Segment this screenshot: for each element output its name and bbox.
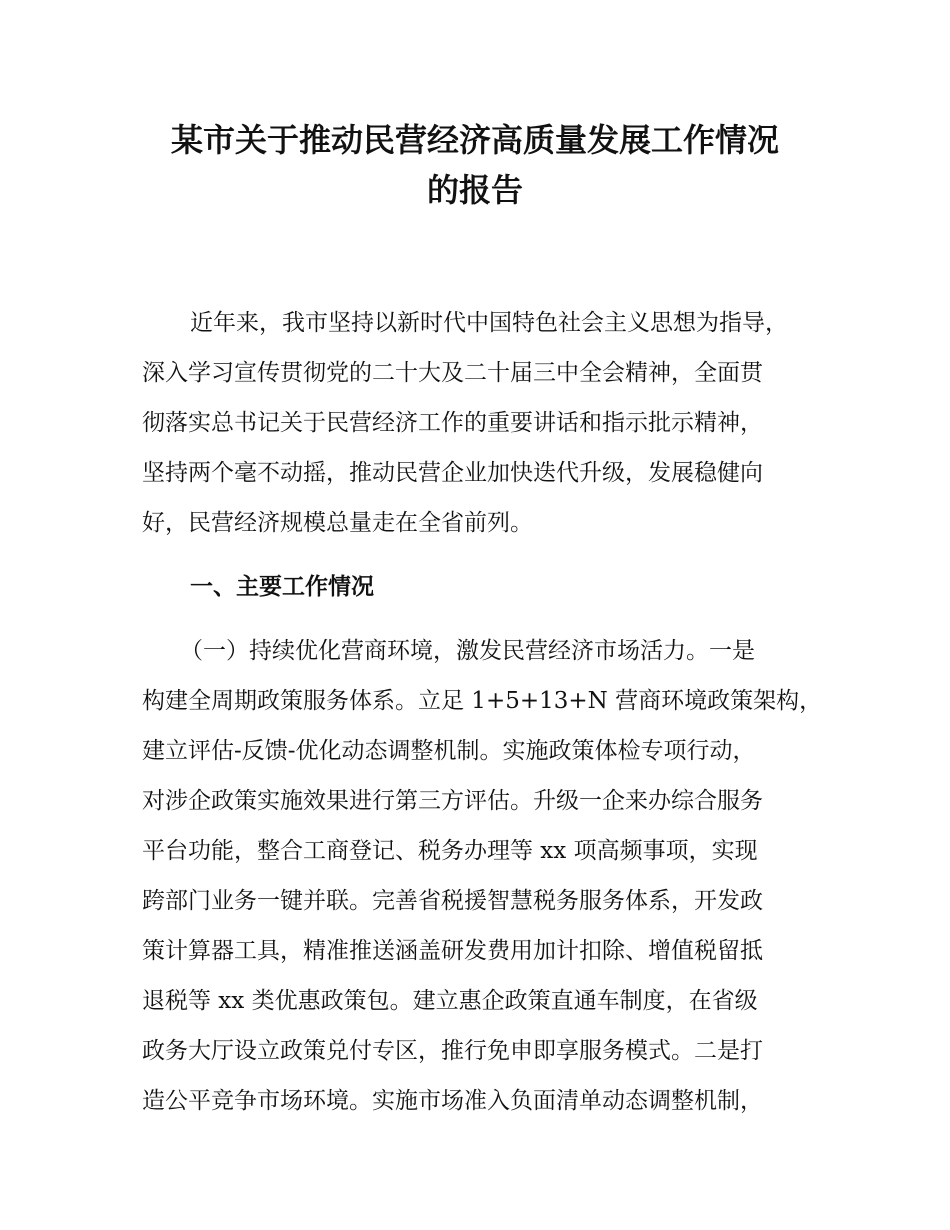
section-line: 策计算器工具，精准推送涵盖研发费用加计扣除、增值税留抵 [142, 938, 763, 964]
section-heading: 一、主要工作情况 [190, 574, 374, 600]
section-line: 对涉企政策实施效果进行第三方评估。升级一企来办综合服务 [142, 788, 763, 814]
intro-line: 好，民营经济规模总量走在全省前列。 [142, 510, 533, 536]
section-line: 跨部门业务一键并联。完善省税援智慧税务服务体系，开发政 [142, 888, 763, 914]
section-line: （一）持续优化营商环境，激发民营经济市场活力。一是 [180, 638, 755, 664]
section-line: 构建全周期政策服务体系。立足 1+5+13+N 营商环境政策架构， [142, 688, 823, 714]
section-line: 政务大厅设立政策兑付专区，推行免申即享服务模式。二是打 [142, 1038, 763, 1064]
section-line: 建立评估-反馈-优化动态调整机制。实施政策体检专项行动， [142, 738, 756, 764]
document-title-line-2: 的报告 [426, 171, 523, 209]
section-line: 平台功能，整合工商登记、税务办理等 xx 项高频事项，实现 [142, 838, 758, 864]
intro-line: 坚持两个毫不动摇，推动民营企业加快迭代升级，发展稳健向 [142, 460, 763, 486]
document-title-line-1: 某市关于推动民营经济高质量发展工作情况 [170, 121, 779, 159]
section-line: 退税等 xx 类优惠政策包。建立惠企政策直通车制度，在省级 [142, 988, 758, 1014]
intro-line: 深入学习宣传贯彻党的二十大及二十届三中全会精神，全面贯 [142, 360, 763, 386]
intro-line: 近年来，我市坚持以新时代中国特色社会主义思想为指导， [190, 310, 788, 336]
intro-line: 彻落实总书记关于民营经济工作的重要讲话和指示批示精神， [142, 410, 763, 436]
section-line: 造公平竞争市场环境。实施市场准入负面清单动态调整机制， [142, 1088, 763, 1114]
